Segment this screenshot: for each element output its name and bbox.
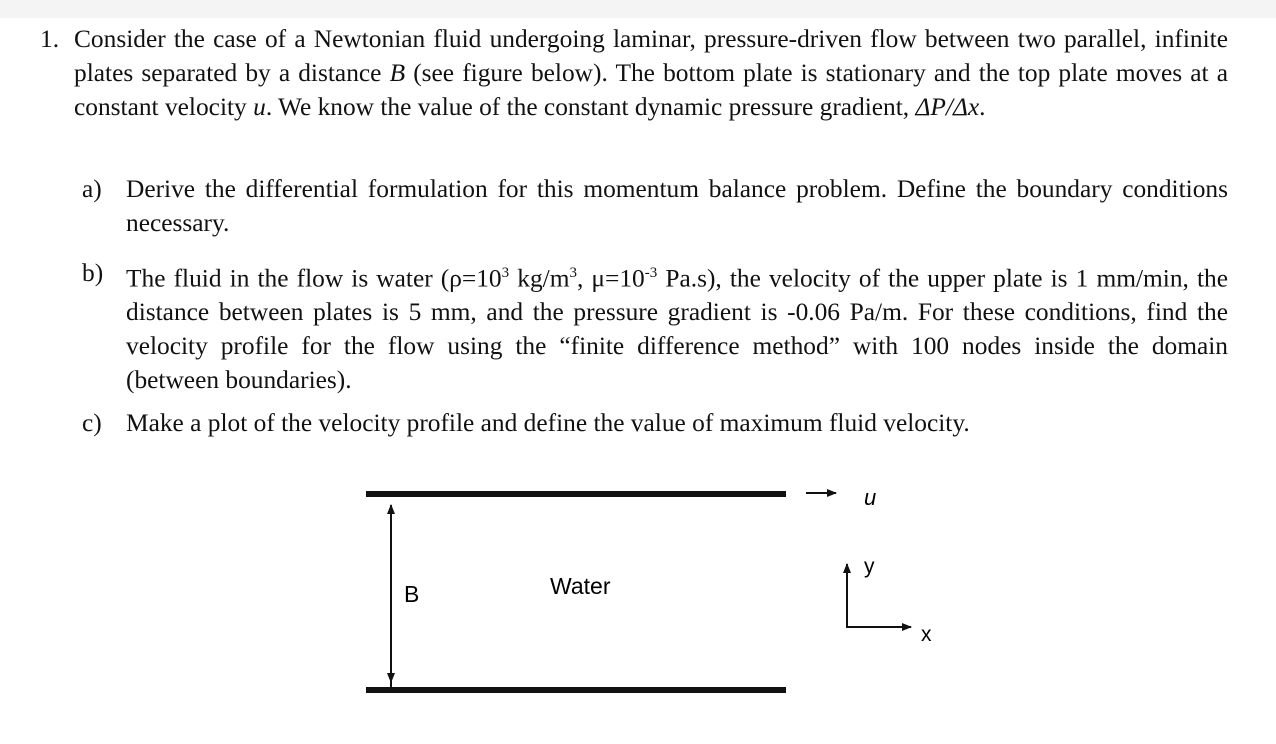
- part-b-text-3: , μ=10: [576, 264, 645, 293]
- var-u: u: [253, 93, 266, 121]
- question-number: 1.: [40, 25, 60, 53]
- pressure-gradient-symbol: ΔP/Δx: [915, 93, 980, 121]
- intro-text-2: (see figure below). The bottom plate is stationary and the top plate moves at a constant velocity: [74, 59, 1228, 121]
- fluid-label: Water: [550, 573, 611, 599]
- part-c-text: Make a plot of the velocity profile and define the value of maximum fluid velocity.: [126, 409, 970, 437]
- y-axis-label: y: [864, 555, 875, 578]
- question-intro: [74, 22, 1228, 124]
- intro-text-3: . We know the value of the constant dynamic pressure gradient,: [265, 93, 916, 121]
- part-c-label: c): [82, 409, 102, 437]
- part-b-sup-2: 3: [569, 265, 577, 281]
- part-a-label: a): [82, 175, 102, 203]
- gap-label: B: [404, 581, 420, 607]
- velocity-label: u: [864, 485, 877, 510]
- part-b-label: b): [82, 259, 104, 287]
- part-b-text: [126, 256, 1228, 397]
- part-b-text-2: kg/m: [509, 264, 570, 293]
- top-band: [0, 0, 1276, 18]
- part-b-text-4: Pa.s), the velocity of the upper plate is 1 mm/min, the distance between plates is 5 mm, and the pressure gradient is -0.06 Pa/m. For these conditions, find the velocity profile for the flow using the “finite difference method” with 100 nodes inside the domain (between boundaries).: [126, 264, 1228, 395]
- part-b-sup-1: 3: [501, 265, 510, 281]
- intro-text-1: Consider the case of a Newtonian fluid undergoing laminar, pressure-driven flow between two parallel, infinite plates separated by a distance: [74, 25, 1228, 87]
- part-b: [82, 256, 1228, 397]
- x-axis-label: x: [921, 623, 932, 646]
- intro-text-end: .: [979, 93, 986, 121]
- part-a: [82, 172, 1228, 240]
- part-a-text: Derive the differential formulation for this momentum balance problem. Define the boundary conditions necessary.: [126, 175, 1228, 237]
- part-b-text-1: The fluid in the flow is water (ρ=10: [126, 264, 502, 293]
- part-c: [82, 406, 1228, 440]
- var-B: B: [389, 59, 406, 87]
- part-b-sup-3: -3: [644, 265, 658, 281]
